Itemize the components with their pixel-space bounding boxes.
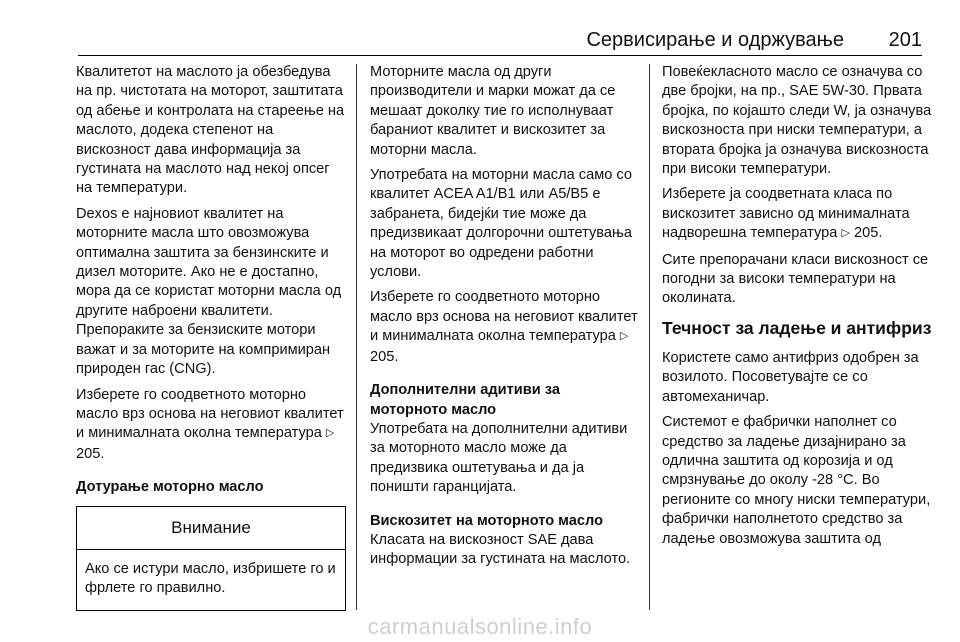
page-header-title: Сервисирање и одржување (586, 29, 844, 51)
paragraph: Повеќекласното масло се означува со две бројки, на пр., SAE 5W-30. Првата бројка, по којашто следи W, ја означува вискозноста при ниски температури, а втората бројка ја означува вискозноста при високи температури. (662, 64, 932, 178)
paragraph: Сите препорачани класи вискозност се погодни за високи температури на околината. (662, 251, 929, 307)
page-number: 201 (888, 29, 922, 51)
paragraph: Моторните масла од други производители и марки можат да се мешаат доколку тие го исполнуваат бараниот квалитет и вискозитет за моторни масла. (370, 64, 616, 158)
caution-title: Внимание (77, 507, 345, 550)
subheading: Дотурање моторно масло (76, 479, 264, 496)
reference-arrow-icon: ▷ (325, 427, 335, 440)
paragraph: Dexos е најновиот квалитет на моторните масла што овозможува оптимална заштита за бензинските и дизел моторите. Ако не е достапно, мора да се користат моторни масла од другите наброени квалитети. Препораките за бензиските мотори важат и за моторите на компримиран природен гас (CNG). (76, 205, 342, 378)
caution-box (76, 506, 346, 612)
reference-arrow-icon: ▷ (619, 330, 629, 343)
section-heading: Течност за ладење и антифриз (662, 317, 932, 338)
paragraph: Класата на вискозност SAE дава информации за густината на маслото. (370, 531, 631, 568)
header-divider (78, 55, 922, 56)
subheading: Дополнителни адитиви за моторното масло (370, 382, 560, 418)
column-divider-1 (356, 64, 357, 610)
page-reference-link[interactable]: 205. (370, 348, 399, 365)
paragraph: Употребата на дополнителни адитиви за моторното масло може да предизвика оштетувања и да ја поништи гаранцијата. (370, 420, 628, 496)
page-reference-link[interactable]: 205. (76, 445, 105, 462)
paragraph: Изберете го соодветното моторно масло врз основа на неговиот квалитет и минималната околна температура ▷ 205. (76, 386, 344, 462)
column-divider-2 (649, 64, 650, 610)
paragraph: Изберете ја соодветната класа по вискозитет зависно од минималната надворешна температура ▷ 205. (662, 185, 932, 244)
caution-text: Ако се истури масло, избришете го и фрлете го правилно. (85, 560, 336, 596)
column-1 (76, 63, 346, 611)
page-reference-link[interactable]: 205. (853, 225, 883, 242)
paragraph: Користете само антифриз одобрен за возилото. Посоветувајте се со автомеханичар. (662, 349, 919, 405)
paragraph: Употребата на моторни масла само со квалитет ACEA A1/B1 или A5/B5 е забранета, бидејќи тие може да предизвикаат долгорочни оштетувања на моторот во одредени работни услови. (370, 167, 632, 281)
reference-arrow-icon: ▷ (841, 227, 850, 240)
subheading: Вискозитет на моторното масло (370, 512, 604, 529)
column-3 (662, 63, 932, 555)
paragraph: Системот е фабрички наполнет со средство за ладење дизајнирано за одлична заштита од корозија и од смрзнување до околу -28 °C. Во регионите со многу ниски температури, фабрички наполнетото средство за ладење овозможува заштита од (662, 414, 931, 547)
watermark: carmanualsonline.info (367, 614, 593, 639)
paragraph: Изберете го соодветното моторно масло врз основа на неговиот квалитет и минималната околна температура ▷ 205. (370, 289, 638, 365)
paragraph: Квалитетот на маслото ја обезбедува на пр. чистотата на моторот, заштитата од абење и контролата на стареење на маслото, додека степенот на вискозност дава информација за густината на маслото над некој опсег на температури. (76, 64, 345, 197)
column-2 (370, 63, 638, 576)
